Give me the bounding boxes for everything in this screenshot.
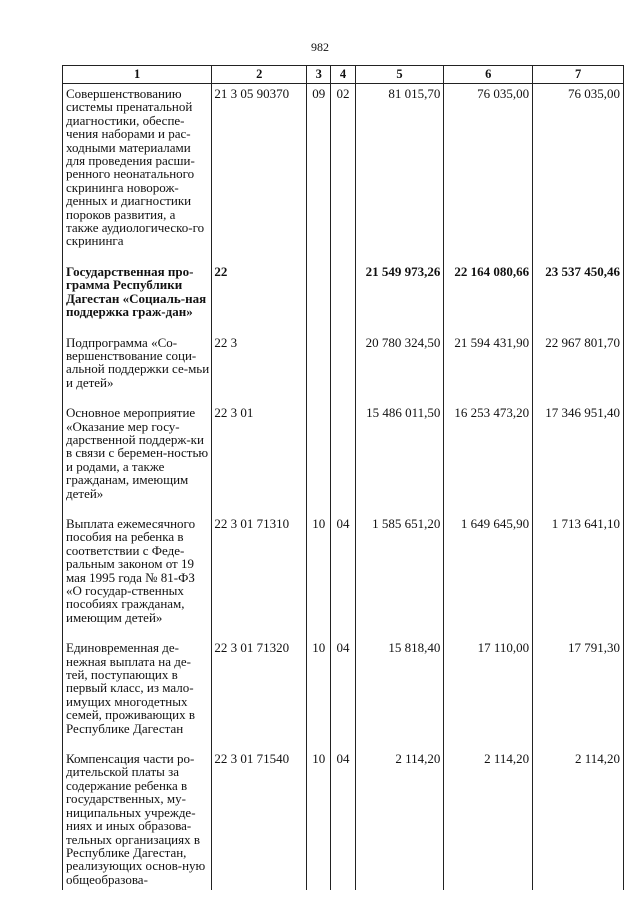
row-value-5: 21 549 973,26 [355, 262, 444, 333]
row-value-7: 2 114,20 [533, 749, 624, 890]
table-row [63, 84, 624, 262]
row-value-7: 1 713 641,10 [533, 514, 624, 638]
row-section [307, 262, 331, 333]
row-value-5: 20 780 324,50 [355, 333, 444, 404]
header-col-6: 6 [444, 66, 533, 84]
budget-table [62, 65, 624, 890]
row-value-6: 17 110,00 [444, 638, 533, 749]
row-name: Выплата ежемесячного пособия на ребенка в соответствии с Феде-ральным законом от 19 мая 1995 года № 81-ФЗ «О государ-ственных пособиях гражданам, имеющим детей» [63, 514, 212, 638]
row-code: 22 3 01 71540 [212, 749, 307, 890]
row-section: 10 [307, 638, 331, 749]
row-name: Совершенствованию системы пренатальной диагностики, обеспе-чения наборами и рас-ходными материалами для проведения расши-ренного неонатального скрининга новорож-денных и диагностики пороков развития, а также аудиологическо-го скрининга [63, 84, 212, 262]
table-row [63, 749, 624, 890]
row-value-5: 15 486 011,50 [355, 403, 444, 514]
row-code: 22 3 01 [212, 403, 307, 514]
row-value-5: 1 585 651,20 [355, 514, 444, 638]
table-row [63, 638, 624, 749]
row-code: 22 3 01 71310 [212, 514, 307, 638]
row-value-6: 2 114,20 [444, 749, 533, 890]
row-value-5: 2 114,20 [355, 749, 444, 890]
row-subsection [331, 403, 355, 514]
row-value-7: 76 035,00 [533, 84, 624, 262]
row-value-7: 17 791,30 [533, 638, 624, 749]
table-row [63, 333, 624, 404]
row-subsection: 02 [331, 84, 355, 262]
row-code: 22 3 01 71320 [212, 638, 307, 749]
row-name: Государственная про-грамма Республики Дагестан «Социаль-ная поддержка граж-дан» [63, 262, 212, 333]
row-name: Компенсация части ро-дительской платы за содержание ребенка в государственных, му-ниципальных учрежде-ниях и иных образова-тельных организациях в Республике Дагестан, реализующих основ-ную общеобразова- [63, 749, 212, 890]
row-section: 09 [307, 84, 331, 262]
row-value-6: 22 164 080,66 [444, 262, 533, 333]
row-value-6: 16 253 473,20 [444, 403, 533, 514]
row-section [307, 403, 331, 514]
row-value-7: 17 346 951,40 [533, 403, 624, 514]
row-section: 10 [307, 749, 331, 890]
row-value-6: 76 035,00 [444, 84, 533, 262]
table-row [63, 262, 624, 333]
header-col-3: 3 [307, 66, 331, 84]
row-name: Подпрограмма «Со-вершенствование соци-альной поддержки се-мьи и детей» [63, 333, 212, 404]
header-col-1: 1 [63, 66, 212, 84]
table-row [63, 403, 624, 514]
row-subsection [331, 262, 355, 333]
row-subsection: 04 [331, 514, 355, 638]
row-name: Основное мероприятие «Оказание мер госу-дарственной поддерж-ки в связи с беремен-ностью и родами, а также гражданам, имеющим детей» [63, 403, 212, 514]
row-code: 22 3 [212, 333, 307, 404]
row-value-5: 81 015,70 [355, 84, 444, 262]
page-number: 982 [311, 40, 329, 54]
row-value-7: 22 967 801,70 [533, 333, 624, 404]
row-value-5: 15 818,40 [355, 638, 444, 749]
row-value-6: 21 594 431,90 [444, 333, 533, 404]
row-section: 10 [307, 514, 331, 638]
row-code: 22 [212, 262, 307, 333]
row-subsection: 04 [331, 749, 355, 890]
row-value-7: 23 537 450,46 [533, 262, 624, 333]
row-value-6: 1 649 645,90 [444, 514, 533, 638]
header-col-2: 2 [212, 66, 307, 84]
header-col-7: 7 [533, 66, 624, 84]
row-subsection [331, 333, 355, 404]
header-col-4: 4 [331, 66, 355, 84]
row-subsection: 04 [331, 638, 355, 749]
header-row [63, 66, 624, 84]
table-row [63, 514, 624, 638]
row-code: 21 3 05 90370 [212, 84, 307, 262]
row-section [307, 333, 331, 404]
header-col-5: 5 [355, 66, 444, 84]
row-name: Единовременная де-нежная выплата на де-тей, поступающих в первый класс, из мало-имущих многодетных семей, проживающих в Республике Дагестан [63, 638, 212, 749]
